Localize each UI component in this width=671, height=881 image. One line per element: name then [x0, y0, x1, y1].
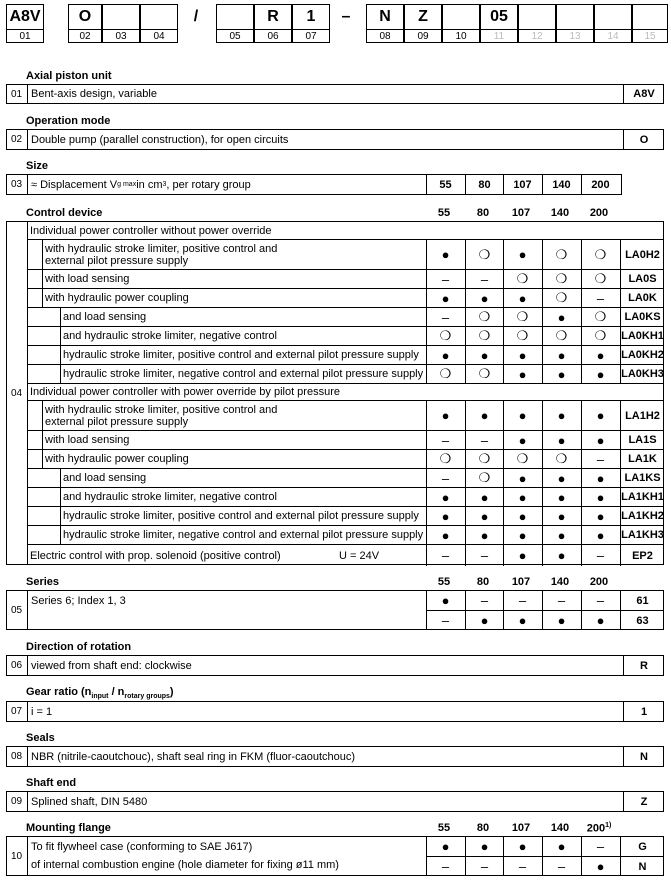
availability-symbol: ●	[557, 366, 566, 382]
row-index: 06	[11, 660, 23, 671]
order-code: LA1KH2	[621, 510, 664, 522]
availability-symbol: ●	[480, 839, 489, 854]
control-option-row	[27, 487, 663, 506]
type-code-box: O	[68, 4, 102, 30]
order-code: LA0S	[628, 273, 657, 285]
availability-symbol: ❍	[516, 271, 529, 286]
availability-symbol: ●	[557, 839, 566, 854]
control-option-label: and hydraulic stroke limiter, negative control	[63, 330, 277, 342]
availability-symbol: ●	[441, 527, 450, 543]
order-code: LA1S	[628, 434, 657, 446]
row-03	[6, 174, 622, 195]
availability-symbol: ❍	[555, 328, 568, 343]
electric-control-label: Electric control with prop. solenoid (positive control)	[30, 549, 281, 562]
row-08	[6, 746, 664, 767]
control-option-row	[27, 326, 663, 345]
type-code-box	[518, 4, 556, 30]
availability-symbol: ●	[441, 593, 450, 608]
availability-symbol: ❍	[555, 451, 568, 466]
availability-symbol: –	[441, 859, 450, 874]
row-02	[6, 129, 664, 150]
control-option-row	[27, 364, 663, 383]
availability-symbol: ●	[518, 247, 527, 262]
availability-symbol: ●	[441, 247, 450, 262]
availability-symbol: ●	[518, 489, 527, 505]
section-title-control-device: Control device	[26, 207, 103, 219]
size-column-header: 55	[437, 207, 451, 219]
type-code-position: 08	[366, 30, 404, 43]
availability-symbol: ●	[596, 347, 605, 363]
section-title-shaft-end: Shaft end	[26, 777, 77, 789]
availability-symbol: –	[441, 548, 450, 563]
size-column-header: 80	[476, 207, 490, 219]
row-text: i = 1	[31, 705, 53, 718]
size-column-header: 200	[589, 576, 609, 588]
availability-symbol: ●	[480, 527, 489, 543]
row-index: 04	[11, 387, 23, 399]
availability-symbol: –	[480, 593, 489, 608]
size-value: 107	[513, 178, 532, 191]
order-code: 63	[636, 614, 649, 627]
availability-symbol: ❍	[478, 328, 491, 343]
size-column-header: 55	[437, 576, 451, 588]
type-code-position: 11	[480, 30, 518, 43]
control-option-label: hydraulic stroke limiter, positive control and external pilot pressure supply	[63, 510, 419, 522]
type-code-box	[216, 4, 254, 30]
availability-symbol: ❍	[439, 328, 452, 343]
availability-symbol: ●	[480, 489, 489, 505]
control-option-label: and hydraulic stroke limiter, negative control	[63, 491, 277, 503]
availability-symbol: ●	[480, 508, 489, 524]
availability-symbol: ●	[518, 347, 527, 363]
availability-symbol: –	[441, 271, 450, 287]
availability-symbol: ❍	[555, 290, 568, 305]
availability-symbol: ●	[518, 290, 527, 306]
size-column-header: 107	[511, 822, 531, 834]
row-index: 05	[11, 604, 23, 616]
availability-symbol: –	[596, 548, 605, 563]
size-column-header: 80	[476, 822, 490, 834]
control-option-label: hydraulic stroke limiter, negative control and external pilot pressure supply	[63, 368, 424, 380]
availability-symbol: –	[518, 593, 527, 608]
availability-symbol: ❍	[478, 309, 491, 324]
size-value: 140	[552, 178, 571, 191]
type-code-position: 01	[6, 30, 44, 43]
availability-symbol: ❍	[439, 366, 452, 381]
availability-symbol: –	[480, 859, 489, 874]
section-title-axial-piston-unit: Axial piston unit	[26, 70, 112, 82]
order-code: G	[638, 840, 647, 853]
size-column-header: 140	[550, 207, 570, 219]
availability-symbol: ●	[596, 366, 605, 382]
type-code-position: 14	[594, 30, 632, 43]
order-code-n: N	[640, 750, 648, 763]
availability-symbol: ●	[596, 508, 605, 524]
electric-control-row	[27, 544, 663, 566]
order-code: LA0H2	[625, 248, 660, 261]
type-code-box	[442, 4, 480, 30]
section-title-direction-of-rotation: Direction of rotation	[26, 641, 132, 653]
section-title-size: Size	[26, 160, 49, 172]
series-row	[426, 591, 663, 610]
type-code-box: N	[366, 4, 404, 30]
series-row	[426, 610, 663, 630]
availability-symbol: ❍	[555, 246, 568, 262]
type-code-slash: /	[193, 8, 199, 25]
control-device-table	[6, 221, 664, 565]
control-option-row	[27, 400, 663, 430]
row-text: Bent-axis design, variable	[31, 88, 157, 100]
availability-symbol: ❍	[594, 328, 607, 343]
availability-symbol: ❍	[594, 271, 607, 286]
row-text: Splined shaft, DIN 5480	[31, 795, 148, 808]
type-code-position: 04	[140, 30, 178, 43]
availability-symbol: ❍	[516, 328, 529, 343]
availability-symbol: –	[596, 593, 605, 608]
row-index: 02	[11, 134, 23, 145]
row-index: 08	[11, 751, 23, 762]
section-title-gear-ratio: Gear ratio $(n_{input} / n_{rotary groups})$	[26, 686, 174, 701]
section-title-seals: Seals	[26, 732, 55, 744]
flange-row	[426, 837, 663, 856]
availability-symbol: ●	[518, 470, 527, 486]
availability-symbol: ●	[441, 408, 450, 423]
availability-symbol: ●	[441, 347, 450, 363]
availability-symbol: ●	[596, 527, 605, 543]
row-index: 10	[11, 850, 23, 862]
row-index: 07	[11, 706, 23, 717]
size-column-header: 200$^{1)}$	[586, 822, 612, 835]
section-title-series: Series	[26, 576, 60, 588]
availability-symbol: ●	[518, 613, 527, 628]
availability-symbol: ●	[557, 432, 566, 448]
type-code-box: A8V	[6, 4, 44, 30]
type-code-box	[632, 4, 668, 30]
row-text: viewed from shaft end: clockwise	[31, 659, 192, 672]
order-code: N	[638, 860, 647, 873]
availability-symbol: ❍	[478, 451, 491, 466]
type-code-position: 02	[68, 30, 102, 43]
size-column-header: 107	[511, 207, 531, 219]
control-option-row	[27, 468, 663, 487]
availability-symbol: ●	[518, 508, 527, 524]
flange-label-line2: of internal combustion engine (hole diameter for fixing ø11 mm)	[31, 859, 339, 871]
availability-symbol: ❍	[478, 246, 491, 262]
order-code-z: Z	[640, 795, 648, 808]
size-value: 200	[591, 178, 610, 191]
order-code: LA1H2	[625, 409, 660, 422]
control-group-row	[27, 383, 663, 400]
voltage-label: U = 24V	[339, 549, 380, 562]
availability-symbol: –	[441, 309, 450, 325]
control-option-row	[27, 288, 663, 307]
type-code-box	[556, 4, 594, 30]
flange-label-line1: To fit flywheel case (conforming to SAE J617)	[31, 841, 253, 853]
control-option-row	[27, 525, 663, 544]
availability-symbol: ●	[557, 489, 566, 505]
control-group-label: Individual power controller without power override	[30, 224, 272, 237]
availability-symbol: ●	[596, 613, 605, 628]
control-option-label: with load sensing	[45, 273, 130, 285]
row-text: Double pump (parallel construction), for open circuits	[31, 133, 289, 146]
section-title-mounting-flange: Mounting flange	[26, 822, 111, 834]
row-06	[6, 655, 664, 676]
order-code-1: 1	[640, 705, 648, 718]
type-code-position: 09	[404, 30, 442, 43]
row-01	[6, 84, 664, 104]
size-column-header: 140	[550, 822, 570, 834]
availability-symbol: –	[596, 290, 605, 306]
size-column-header: 200	[589, 207, 609, 219]
type-code-box	[102, 4, 140, 30]
control-option-row	[27, 239, 663, 269]
availability-symbol: ❍	[594, 309, 607, 324]
availability-symbol: –	[441, 470, 450, 486]
availability-symbol: ●	[596, 408, 605, 423]
order-code: LA0K	[628, 292, 657, 304]
size-value: 80	[478, 178, 491, 191]
availability-symbol: –	[441, 613, 450, 628]
size-value: 55	[439, 178, 452, 191]
availability-symbol: ●	[441, 489, 450, 505]
availability-symbol: ●	[480, 347, 489, 363]
availability-symbol: –	[557, 859, 566, 874]
type-code-box: Z	[404, 4, 442, 30]
order-code: EP2	[632, 549, 653, 562]
availability-symbol: ❍	[555, 271, 568, 286]
availability-symbol: ●	[596, 489, 605, 505]
availability-symbol: ●	[557, 347, 566, 363]
availability-symbol: ❍	[478, 366, 491, 381]
control-option-row	[27, 449, 663, 468]
availability-symbol: ●	[518, 366, 527, 382]
row-index: 01	[11, 88, 23, 100]
availability-symbol: ❍	[516, 309, 529, 324]
availability-symbol: ●	[441, 839, 450, 854]
row-index: 09	[11, 796, 23, 807]
order-code: LA1KS	[624, 472, 661, 484]
order-code: LA0KH2	[621, 349, 664, 361]
control-group-label: Individual power controller with power override by pilot pressure	[30, 386, 340, 398]
control-option-row	[27, 269, 663, 288]
row-09	[6, 791, 664, 812]
type-code-dash: –	[341, 8, 351, 25]
type-code-box: 05	[480, 4, 518, 30]
control-option-label: and load sensing	[63, 472, 147, 484]
availability-symbol: ❍	[478, 470, 491, 485]
control-option-row	[27, 430, 663, 449]
availability-symbol: ●	[557, 548, 566, 563]
row-07	[6, 701, 664, 722]
availability-symbol: ●	[557, 408, 566, 423]
type-code-position: 03	[102, 30, 140, 43]
availability-symbol: ●	[557, 470, 566, 486]
size-column-header: 80	[476, 576, 490, 588]
order-code: LA0KS	[624, 311, 661, 323]
type-code-position: 10	[442, 30, 480, 43]
order-code: 61	[636, 594, 649, 607]
order-code: LA0KH3	[621, 368, 664, 380]
order-code-r: R	[640, 659, 648, 672]
availability-symbol: ●	[596, 470, 605, 486]
control-option-label: hydraulic stroke limiter, positive control and external pilot pressure supply	[63, 349, 419, 361]
availability-symbol: ●	[518, 839, 527, 854]
availability-symbol: ●	[518, 432, 527, 448]
availability-symbol: –	[518, 859, 527, 874]
control-option-row	[27, 345, 663, 364]
availability-symbol: ●	[441, 290, 450, 306]
availability-symbol: ●	[518, 408, 527, 423]
availability-symbol: ●	[596, 859, 605, 874]
section-title-operation-mode: Operation mode	[26, 115, 111, 127]
control-option-row	[27, 506, 663, 525]
type-code-position: 06	[254, 30, 292, 43]
type-code-position: 12	[518, 30, 556, 43]
type-code-box: R	[254, 4, 292, 30]
availability-symbol: ●	[441, 508, 450, 524]
availability-symbol: ●	[480, 613, 489, 628]
control-option-label: with hydraulic stroke limiter, positive control and external pilot pressure supply	[45, 242, 278, 267]
availability-symbol: ●	[480, 408, 489, 423]
availability-symbol: –	[441, 432, 450, 448]
series-table	[6, 590, 664, 630]
control-option-label: with hydraulic power coupling	[45, 453, 189, 465]
availability-symbol: ●	[480, 290, 489, 306]
type-code-position: 07	[292, 30, 330, 43]
row-index: 03	[11, 179, 23, 190]
availability-symbol: ●	[557, 309, 566, 325]
size-column-header: 107	[511, 576, 531, 588]
availability-symbol: –	[480, 271, 489, 287]
availability-symbol: ●	[518, 548, 527, 563]
availability-symbol: –	[596, 451, 605, 467]
availability-symbol: ❍	[439, 451, 452, 466]
order-code-a8v: A8V	[633, 88, 655, 100]
availability-symbol: –	[557, 593, 566, 608]
control-option-label: hydraulic stroke limiter, negative control and external pilot pressure supply	[63, 529, 424, 541]
type-code-box: 1	[292, 4, 330, 30]
order-code: LA1KH3	[621, 529, 664, 541]
order-code-o: O	[639, 133, 649, 146]
row-text: NBR (nitrile-caoutchouc), shaft seal ring in FKM (fluor-caoutchouc)	[31, 750, 356, 763]
availability-symbol: ●	[557, 508, 566, 524]
availability-symbol: ❍	[594, 246, 607, 262]
row-text: ≈ Displacement V g max in cm 3 , per rotary group	[31, 178, 251, 191]
size-column-header: 140	[550, 576, 570, 588]
availability-symbol: ●	[557, 613, 566, 628]
availability-symbol: –	[480, 548, 489, 563]
control-group-row	[27, 222, 663, 239]
control-option-label: with load sensing	[45, 434, 130, 446]
availability-symbol: ●	[518, 527, 527, 543]
availability-symbol: –	[480, 432, 489, 448]
control-option-row	[27, 307, 663, 326]
availability-symbol: ●	[596, 432, 605, 448]
order-code: LA1KH1	[621, 491, 664, 503]
type-code-box	[140, 4, 178, 30]
order-code: LA1K	[628, 453, 657, 465]
control-option-label: with hydraulic stroke limiter, positive control and external pilot pressure supply	[45, 403, 278, 428]
availability-symbol: –	[596, 839, 605, 854]
type-code-position: 13	[556, 30, 594, 43]
availability-symbol: ❍	[516, 451, 529, 466]
control-option-label: with hydraulic power coupling	[45, 292, 189, 304]
flange-row	[426, 856, 663, 876]
availability-symbol: ●	[557, 527, 566, 543]
series-label: Series 6; Index 1, 3	[31, 595, 126, 607]
mounting-flange-table	[6, 836, 664, 876]
type-code-box	[594, 4, 632, 30]
type-code-position: 05	[216, 30, 254, 43]
control-option-label: and load sensing	[63, 311, 147, 323]
type-code-position: 15	[632, 30, 668, 43]
order-code: LA0KH1	[621, 330, 664, 342]
size-column-header: 55	[437, 822, 451, 834]
